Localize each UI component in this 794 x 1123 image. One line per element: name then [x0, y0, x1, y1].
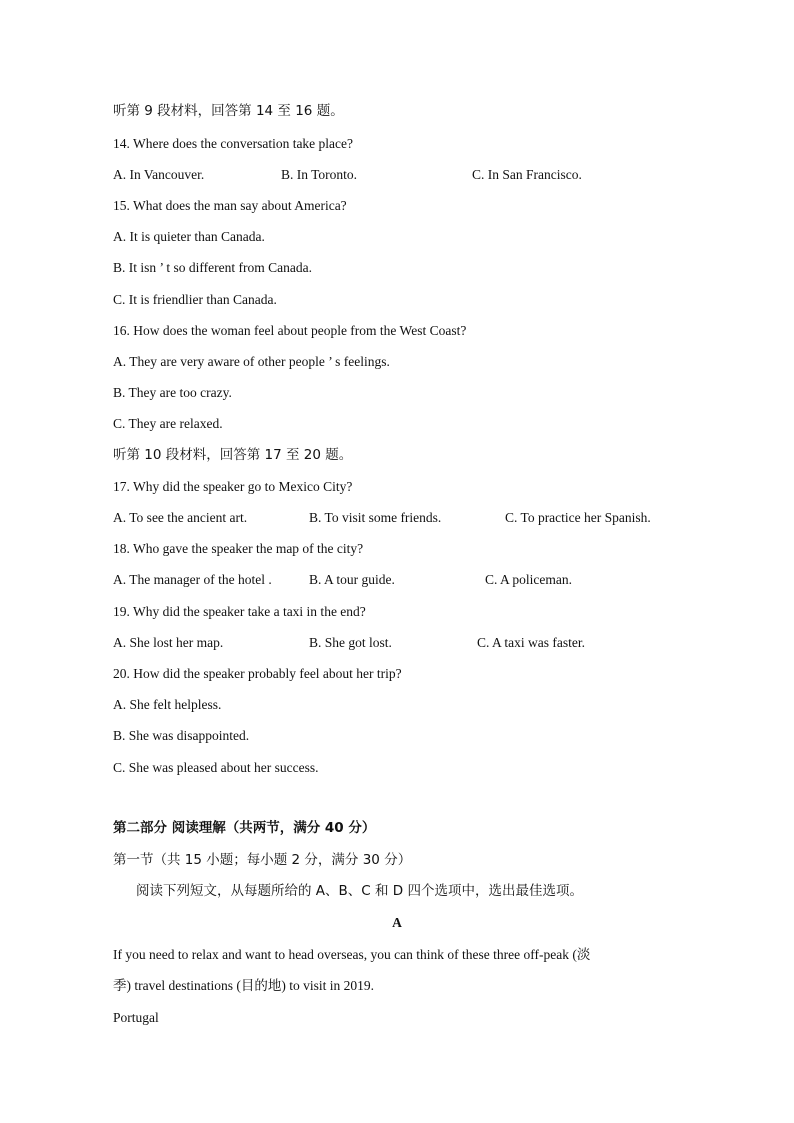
q19-option-b: B. She got lost. [309, 635, 392, 650]
q20-option-c: C. She was pleased about her success. [113, 760, 319, 775]
q18-option-b: B. A tour guide. [309, 572, 395, 587]
passage-label: A [392, 915, 402, 930]
q15-option-c: C. It is friendlier than Canada. [113, 292, 277, 307]
section9-header: 听第 9 段材料，回答第 14 至 16 题。 [113, 103, 344, 119]
q14-option-b: B. In Toronto. [281, 167, 358, 182]
q15-option-a: A. It is quieter than Canada. [113, 229, 265, 244]
part2-title: 第二部分 阅读理解（共两节，满分 40 分） [113, 820, 376, 836]
section10-header: 听第 10 段材料，回答第 17 至 20 题。 [113, 447, 353, 463]
passage-heading-portugal: Portugal [113, 1010, 159, 1025]
section1-title: 第一节（共 15 小题；每小题 2 分，满分 30 分） [113, 852, 412, 868]
q20-option-a: A. She felt helpless. [113, 697, 222, 712]
passage-line-1: If you need to relax and want to head overseas, you can think of these three off-peak (淡 [113, 947, 591, 962]
q16-option-b: B. They are too crazy. [113, 385, 232, 400]
question-17-stem: 17. Why did the speaker go to Mexico City? [113, 479, 353, 494]
q18-option-c: C. A policeman. [485, 572, 572, 587]
q17-option-a: A. To see the ancient art. [113, 510, 248, 525]
q20-option-b: B. She was disappointed. [113, 728, 250, 743]
q19-option-c: C. A taxi was faster. [477, 635, 585, 650]
q14-option-a: A. In Vancouver. [113, 167, 205, 182]
q15-option-b: B. It isn ’ t so different from Canada. [113, 260, 312, 275]
question-16-stem: 16. How does the woman feel about people from the West Coast? [113, 323, 467, 338]
q16-option-a: A. They are very aware of other people ’ s feelings. [113, 354, 390, 369]
question-14-stem: 14. Where does the conversation take place? [113, 136, 354, 151]
q17-option-b: B. To visit some friends. [309, 510, 442, 525]
question-15-stem: 15. What does the man say about America? [113, 198, 347, 213]
question-18-stem: 18. Who gave the speaker the map of the city? [113, 541, 364, 556]
q19-option-a: A. She lost her map. [113, 635, 224, 650]
q18-option-a: A. The manager of the hotel . [113, 572, 272, 587]
question-19-stem: 19. Why did the speaker take a taxi in the end? [113, 604, 366, 619]
q14-option-c: C. In San Francisco. [472, 167, 582, 182]
question-20-stem: 20. How did the speaker probably feel about her trip? [113, 666, 402, 681]
reading-instructions: 阅读下列短文，从每题所给的 A、B、C 和 D 四个选项中，选出最佳选项。 [136, 883, 583, 899]
q16-option-c: C. They are relaxed. [113, 416, 223, 431]
q17-option-c: C. To practice her Spanish. [505, 510, 651, 525]
passage-line-2: 季) travel destinations (目的地) to visit in 2019. [113, 978, 374, 993]
